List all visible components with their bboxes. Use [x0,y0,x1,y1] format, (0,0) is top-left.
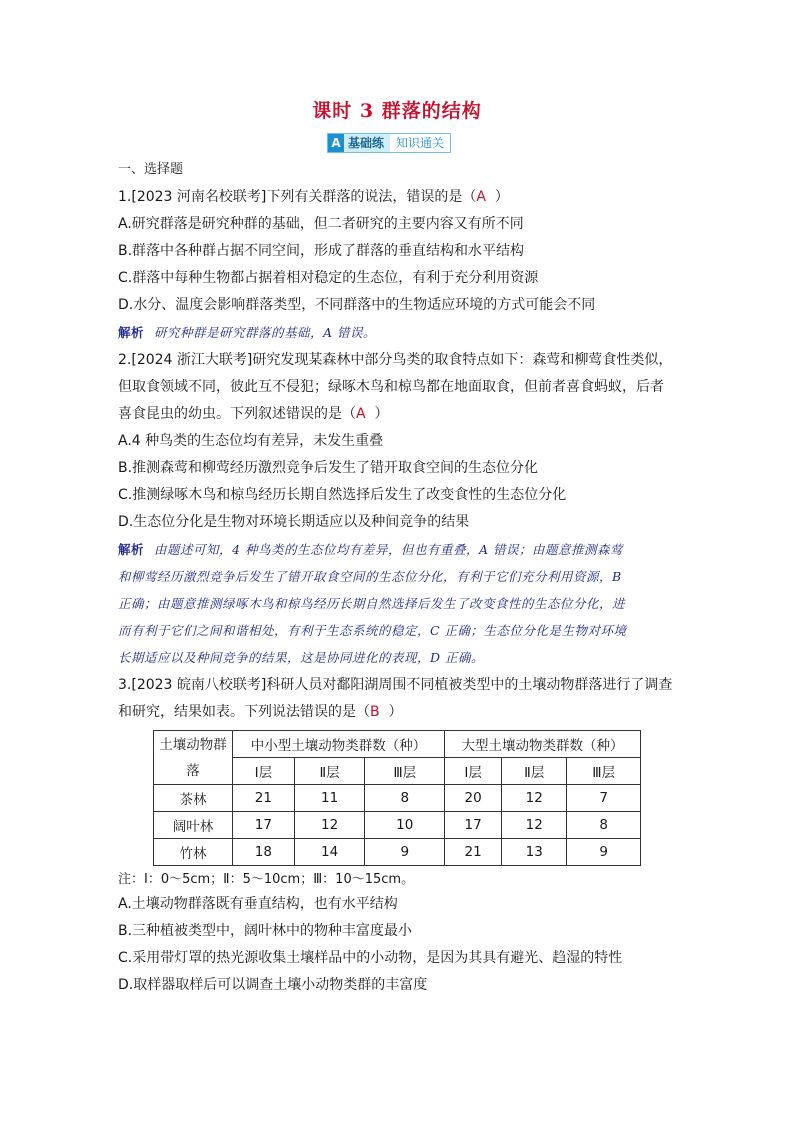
q1-option-c: C.群落中每种生物都占据着相对稳定的生态位，有利于充分利用资源 [118,270,539,286]
table-cell: 21 [445,839,502,866]
table-cell: 20 [445,785,502,812]
table-cell: 17 [445,812,502,839]
table-corner-header: 土壤动物群 落 [154,731,233,785]
table-row [154,785,641,812]
table-layer-header: Ⅲ层 [567,758,641,785]
answer-mark: A [476,189,486,205]
table-cell: 12 [294,812,365,839]
table-cell: 7 [567,785,641,812]
q2-option-d: D.生态位分化是生物对环境长期适应以及种间竞争的结果 [118,514,470,530]
q2-explanation-line-5: 长期适应以及种间竞争的结果，这是协同进化的表现，D 正确。 [118,650,484,665]
q3-option-b: B.三种植被类型中，阔叶林中的物种丰富度最小 [118,923,413,939]
table-group-large: 大型土壤动物类群数（种） [445,731,641,758]
section-heading: 一、选择题 [118,162,184,177]
table-layer-header: Ⅲ层 [365,758,445,785]
table-layer-header: Ⅰ层 [233,758,295,785]
answer-mark: B [370,704,380,720]
q1-option-d: D.水分、温度会影响群落类型，不同群落中的生物适应环境的方式可能会不同 [118,297,596,313]
badge-sub-label: 知识通关 [390,134,450,152]
answer-mark: A [356,406,366,422]
question-3-stem-line-2: 和研究，结果如表。下列说法错误的是（B ） [118,704,403,720]
table-cell: 14 [294,839,365,866]
table-layer-header: Ⅰ层 [445,758,502,785]
soil-animal-table [153,730,641,866]
table-cell: 11 [294,785,365,812]
q2-explanation-line-2: 和柳莺经历激烈竞争后发生了错开取食空间的生态位分化，有利于它们充分利用资源，B [118,569,622,584]
table-row [154,812,641,839]
table-layer-header: Ⅱ层 [502,758,567,785]
table-cell: 9 [365,839,445,866]
table-row [154,839,641,866]
question-2-stem-line-2: 但取食领域不同，彼此互不侵犯；绿啄木鸟和椋鸟都在地面取食，但前者喜食蚂蚁，后者 [118,379,664,395]
table-cell: 12 [502,812,567,839]
q2-option-c: C.推测绿啄木鸟和椋鸟经历长期自然选择后发生了改变食性的生态位分化 [118,487,567,503]
badge-letter: A [328,134,344,152]
badge-main-label: 基础练 [344,134,390,152]
q3-option-a: A.土壤动物群落既有垂直结构，也有水平结构 [118,896,398,912]
table-row-label: 茶林 [154,785,233,812]
table-cell: 9 [567,839,641,866]
table-cell: 18 [233,839,295,866]
q2-option-a: A.4 种鸟类的生态位均有差异，未发生重叠 [118,433,384,449]
table-group-small: 中小型土壤动物类群数（种） [233,731,445,758]
question-3-stem: 3.[2023 皖南八校联考]科研人员对鄱阳湖周围不同植被类型中的土壤动物群落进行了调查 [118,677,673,693]
table-header-row [154,731,641,758]
table-cell: 21 [233,785,295,812]
q3-option-c: C.采用带灯罩的热光源收集土壤样品中的小动物，是因为其具有避光、趋湿的特性 [118,950,623,966]
table-cell: 8 [567,812,641,839]
table-cell: 10 [365,812,445,839]
q2-explanation: 解析 由题述可知，4 种鸟类的生态位均有差异，但也有重叠，A 错误；由题意推测森莺 [118,542,623,557]
table-cell: 8 [365,785,445,812]
table-cell: 17 [233,812,295,839]
q1-option-b: B.群落中各种群占据不同空间，形成了群落的垂直结构和水平结构 [118,243,525,259]
page-title: 课时 3 群落的结构 [312,100,482,122]
table-row-label: 阔叶林 [154,812,233,839]
q2-explanation-line-4: 而有利于它们之间和谐相处，有利于生态系统的稳定，C 正确；生态位分化是生物对环境 [118,623,627,638]
level-badge [327,133,451,153]
q2-option-b: B.推测森莺和柳莺经历激烈竞争后发生了错开取食空间的生态位分化 [118,460,539,476]
table-cell: 13 [502,839,567,866]
table-note: 注：Ⅰ：0～5cm；Ⅱ：5～10cm；Ⅲ：10～15cm。 [118,872,415,887]
q3-option-d: D.取样器取样后可以调查土壤小动物类群的丰富度 [118,977,428,993]
question-2-stem-line-3: 喜食昆虫的幼虫。下列叙述错误的是（A ） [118,406,389,422]
table-cell: 12 [502,785,567,812]
q1-option-a: A.研究群落是研究种群的基础，但二者研究的主要内容又有所不同 [118,216,524,232]
q1-explanation: 解析 研究种群是研究群落的基础，A 错误。 [118,325,377,340]
question-1-stem: 1.[2023 河南名校联考]下列有关群落的说法，错误的是（A ） [118,189,509,205]
table-row-label: 竹林 [154,839,233,866]
table-layer-header: Ⅱ层 [294,758,365,785]
question-2-stem: 2.[2024 浙江大联考]研究发现某森林中部分鸟类的取食特点如下：森莺和柳莺食性类似， [118,352,673,368]
q2-explanation-line-3: 正确；由题意推测绿啄木鸟和椋鸟经历长期自然选择后发生了改变食性的生态位分化，进 [118,596,626,611]
